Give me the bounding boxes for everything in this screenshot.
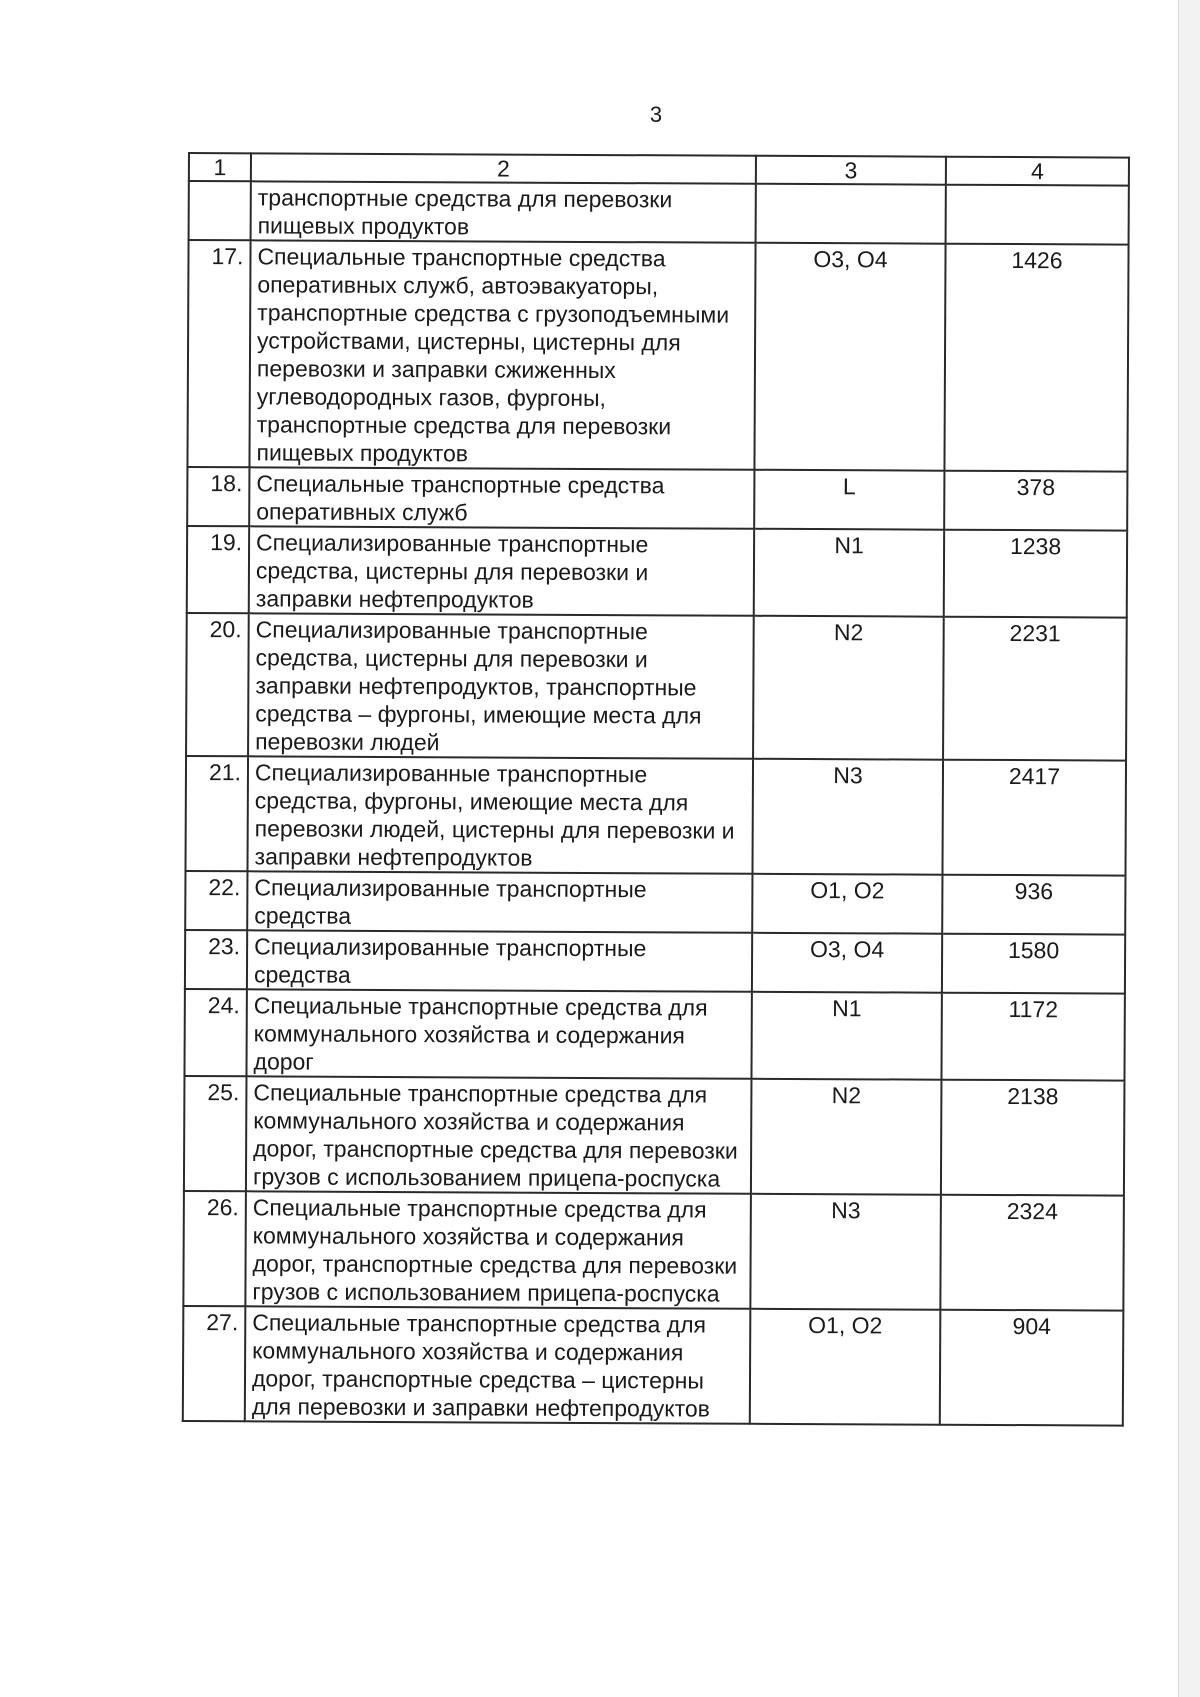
row-number: 27. [183,1306,246,1421]
row-description: Специальные транспортные средства для коммунального хозяйства и содержания дорог, транспортные средства для перевозки грузов с использованием прицепа-роспуска [246,1076,752,1193]
column-header-1: 1 [189,153,251,181]
row-category: N2 [751,1079,942,1195]
row-value: 904 [940,1310,1124,1426]
page-edge [1178,0,1179,1697]
table-row [187,467,1127,531]
row-description: Специализированные транспортные средства, цистерны для перевозки и заправки нефтепродуктов [249,526,754,615]
row-value: 2324 [940,1195,1124,1311]
row-description: Специальные транспортные средства для коммунального хозяйства и содержания дорог, транспортные средства – цистерны для перевозки и заправки нефтепродуктов [245,1306,751,1423]
row-number: 23. [185,930,247,989]
table-row [186,613,1127,761]
row-category: N1 [754,529,944,617]
row-number: 21. [185,756,248,871]
row-number: 25. [184,1076,247,1191]
table-row [184,989,1124,1081]
column-header-2: 2 [251,153,756,183]
row-value: 2231 [943,617,1127,761]
table-row [183,1191,1124,1311]
row-value: 2138 [941,1080,1125,1196]
row-category: L [754,470,944,530]
row-number: 24. [184,989,246,1076]
row-number: 22. [185,871,247,930]
row-number: 19. [187,526,249,613]
table-row [185,871,1125,935]
row-value: 1426 [944,244,1128,472]
table-row [187,526,1127,618]
row-description: Специальные транспортные средства для коммунального хозяйства и содержания дорог, транспортные средства для перевозки грузов с использованием прицепа-роспуска [245,1191,751,1308]
row-description: Специализированные транспортные средства, фургоны, имеющие места для перевозки людей, цистерны для перевозки и заправки нефтепродуктов [247,756,753,873]
column-header-4: 4 [946,157,1129,186]
row-value [946,185,1129,245]
row-number: 20. [186,613,249,756]
row-value: 2417 [942,760,1126,876]
table-row [185,756,1126,876]
row-value: 936 [942,875,1125,935]
row-value: 1238 [944,530,1127,618]
row-category: N3 [752,759,943,875]
table-row [184,1076,1125,1196]
row-number: 18. [187,467,249,526]
row-number: 26. [183,1191,246,1306]
row-category: N3 [750,1194,941,1310]
row-value: 1172 [941,993,1124,1081]
page-number: 3 [649,102,663,127]
table-row [183,1306,1124,1426]
row-number [189,181,251,240]
row-number: 17. [187,240,250,467]
row-value: 378 [944,471,1127,531]
row-category: О3, О4 [752,933,942,993]
row-description: Специализированные транспортные средства [247,930,752,991]
table-row [189,181,1129,245]
row-description: Специальные транспортные средства для коммунального хозяйства и содержания дорог [246,989,751,1078]
row-category: N2 [753,616,944,760]
row-description: Специальные транспортные средства оперативных служб, автоэвакуаторы, транспортные средства с грузоподъемными устройствами, цистерны, цистерны для перевозки и заправки сжиженных углеводородных газов, фургоны, транспортные средства для перевозки пищевых продуктов [249,240,755,469]
row-description: Специализированные транспортные средства [247,871,752,932]
row-description: Специальные транспортные средства оперативных служб [249,467,754,528]
row-value: 1580 [942,934,1125,994]
row-category: О1, О2 [752,874,942,934]
row-category: О1, О2 [750,1309,941,1425]
row-description: Специализированные транспортные средства, цистерны для перевозки и заправки нефтепродуктов, транспортные средства – фургоны, имеющие места для перевозки людей [248,613,754,758]
row-category: N1 [751,992,941,1080]
vehicle-category-table [182,152,1130,1427]
table-row [185,930,1125,994]
row-category [756,184,946,244]
table-row [187,240,1128,472]
row-description: транспортные средства для перевозки пищевых продуктов [251,181,756,242]
row-category: О3, О4 [754,243,945,471]
column-header-3: 3 [756,156,946,185]
